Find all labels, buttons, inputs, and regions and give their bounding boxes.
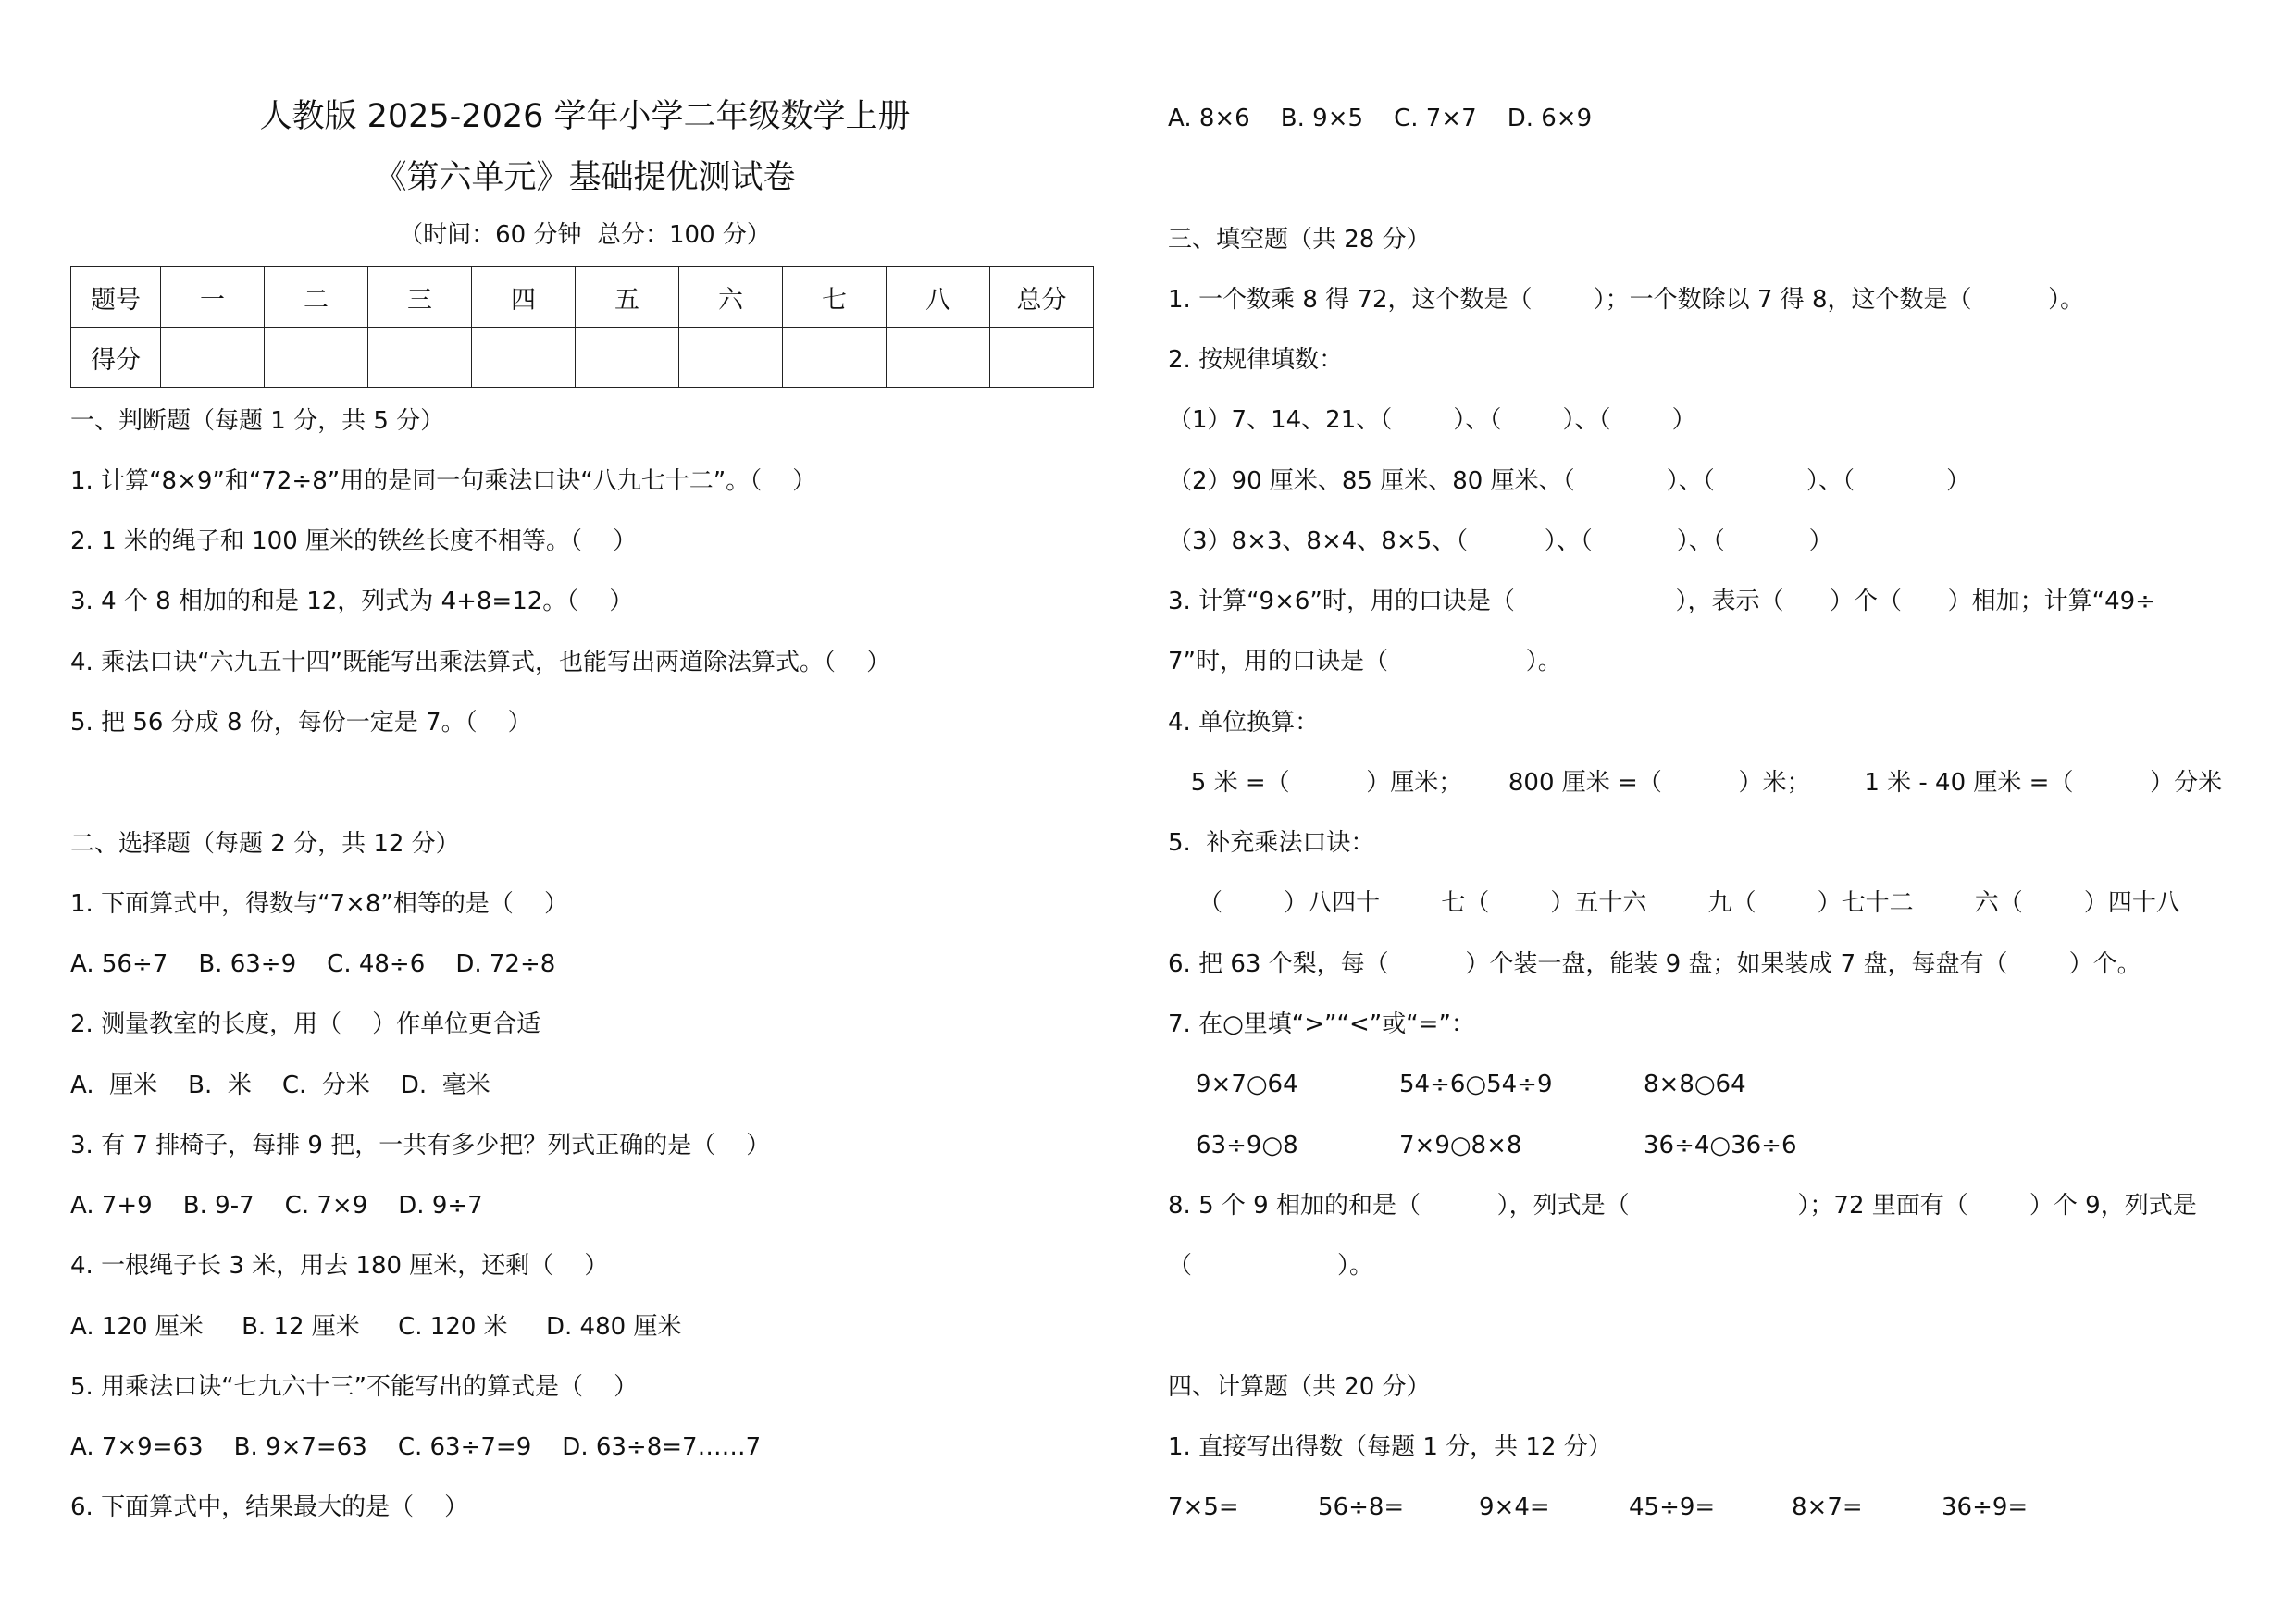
section-heading-fill: 三、填空题（共 28 分） <box>1168 226 1431 254</box>
score-cell <box>887 328 990 388</box>
compare-row <box>1196 1129 1797 1162</box>
question-line: 5. 用乘法口诀“七九六十三”不能写出的算式是（ ） <box>70 1373 639 1401</box>
score-row-label: 得分 <box>71 328 161 388</box>
question-line: 3. 4 个 8 相加的和是 12，列式为 4+8=12。（ ） <box>70 588 634 615</box>
question-line: （ ）。 <box>1168 1252 1374 1280</box>
question-line: （1）7、14、21、（ ）、（ ）、（ ） <box>1168 406 1696 434</box>
question-line: 8. 5 个 9 相加的和是（ ），列式是（ ）；72 里面有（ ）个 9，列式是 <box>1168 1192 2197 1220</box>
options-line: A. 厘米 B. 米 C. 分米 D. 毫米 <box>70 1072 490 1099</box>
calc-item: 45÷9= <box>1629 1493 1716 1521</box>
score-header-cell: 二 <box>265 267 368 328</box>
question-line: 5. 把 56 分成 8 份，每份一定是 7。（ ） <box>70 709 532 737</box>
question-line: 5 米 =（ ）厘米； 800 厘米 =（ ）米； 1 米 - 40 厘米 =（ ）分米 <box>1168 769 2223 797</box>
score-cell <box>990 328 1094 388</box>
options-line: A. 7×9=63 B. 9×7=63 C. 63÷7=9 D. 63÷8=7……7 <box>70 1433 762 1461</box>
section-heading-calc: 四、计算题（共 20 分） <box>1168 1373 1431 1401</box>
exam-title: 人教版 2025-2026 学年小学二年级数学上册 <box>259 98 911 135</box>
compare-item: 54÷6○54÷9 <box>1399 1071 1553 1098</box>
question-line: （3）8×3、8×4、8×5、（ ）、（ ）、（ ） <box>1168 527 1833 555</box>
options-line: A. 7+9 B. 9-7 C. 7×9 D. 9÷7 <box>70 1192 483 1220</box>
question-line: 1. 直接写出得数（每题 1 分，共 12 分） <box>1168 1433 1612 1461</box>
compare-item: 36÷4○36÷6 <box>1644 1132 1797 1159</box>
question-line: 1. 下面算式中，得数与“7×8”相等的是（ ） <box>70 890 568 918</box>
exam-subtitle: 《第六单元》基础提优测试卷 <box>374 159 796 196</box>
question-line: 4. 单位换算： <box>1168 709 1320 737</box>
question-line: 2. 1 米的绳子和 100 厘米的铁丝长度不相等。（ ） <box>70 527 638 555</box>
question-line: 6. 把 63 个梨，每（ ）个装一盘，能装 9 盘；如果装成 7 盘，每盘有（ ）个。 <box>1168 950 2141 978</box>
score-header-cell: 总分 <box>990 267 1094 328</box>
calc-item: 8×7= <box>1792 1493 1863 1521</box>
score-header-cell: 四 <box>472 267 576 328</box>
score-cell <box>679 328 783 388</box>
score-cell <box>265 328 368 388</box>
question-line: 7. 在○里填“>”“<”或“=”： <box>1168 1010 1475 1038</box>
exam-meta: （时间：60 分钟 总分：100 分） <box>399 221 771 249</box>
calc-item: 9×4= <box>1479 1493 1550 1521</box>
question-line: 3. 计算“9×6”时，用的口诀是（ ），表示（ ）个（ ）相加；计算“49÷ <box>1168 588 2155 615</box>
score-header-cell: 八 <box>887 267 990 328</box>
question-line: 3. 有 7 排椅子，每排 9 把，一共有多少把？列式正确的是（ ） <box>70 1132 771 1159</box>
compare-item: 9×7○64 <box>1196 1071 1298 1098</box>
question-line: 1. 一个数乘 8 得 72，这个数是（ ）；一个数除以 7 得 8，这个数是（ ）。 <box>1168 286 2085 314</box>
compare-item: 7×9○8×8 <box>1399 1132 1522 1159</box>
question-line: 7”时，用的口诀是（ ）。 <box>1168 648 1562 675</box>
score-cell <box>472 328 576 388</box>
score-header-cell: 五 <box>576 267 679 328</box>
compare-item: 63÷9○8 <box>1196 1132 1298 1159</box>
score-header-cell: 一 <box>161 267 265 328</box>
score-header-cell: 三 <box>368 267 472 328</box>
section-heading-choice: 二、选择题（每题 2 分，共 12 分） <box>70 830 460 858</box>
question-line: 6. 下面算式中，结果最大的是（ ） <box>70 1493 469 1521</box>
calc-item: 36÷9= <box>1942 1493 2029 1521</box>
question-line: 4. 一根绳子长 3 米，用去 180 厘米，还剩（ ） <box>70 1252 609 1280</box>
question-line: （2）90 厘米、85 厘米、80 厘米、（ ）、（ ）、（ ） <box>1168 467 1971 495</box>
score-header-cell: 题号 <box>71 267 161 328</box>
score-header-cell: 七 <box>783 267 887 328</box>
score-cell <box>576 328 679 388</box>
score-cell <box>161 328 265 388</box>
score-table <box>70 266 1094 388</box>
calc-item: 7×5= <box>1168 1493 1239 1521</box>
question-line: 4. 乘法口诀“六九五十四”既能写出乘法算式，也能写出两道除法算式。（ ） <box>70 649 891 676</box>
options-line: A. 8×6 B. 9×5 C. 7×7 D. 6×9 <box>1168 105 1593 132</box>
question-line: 1. 计算“8×9”和“72÷8”用的是同一句乘法口诀“八九七十二”。（ ） <box>70 467 817 495</box>
options-line: A. 56÷7 B. 63÷9 C. 48÷6 D. 72÷8 <box>70 950 556 978</box>
question-line: 2. 按规律填数： <box>1168 346 1344 374</box>
score-cell <box>368 328 472 388</box>
section-heading-judgement: 一、判断题（每题 1 分，共 5 分） <box>70 407 445 435</box>
score-cell <box>783 328 887 388</box>
score-table-header-row <box>71 267 1094 328</box>
options-line: A. 120 厘米 B. 12 厘米 C. 120 米 D. 480 厘米 <box>70 1313 682 1341</box>
compare-row <box>1196 1068 1746 1101</box>
calc-item: 56÷8= <box>1318 1493 1405 1521</box>
calc-row <box>1168 1491 2028 1524</box>
question-line: 5. 补充乘法口诀： <box>1168 829 1375 857</box>
question-line: 2. 测量教室的长度，用（ ）作单位更合适 <box>70 1010 541 1038</box>
compare-item: 8×8○64 <box>1644 1071 1746 1098</box>
score-table-score-row <box>71 328 1094 388</box>
question-line: （ ）八四十 七（ ）五十六 九（ ）七十二 六（ ）四十八 <box>1168 889 2180 917</box>
score-header-cell: 六 <box>679 267 783 328</box>
